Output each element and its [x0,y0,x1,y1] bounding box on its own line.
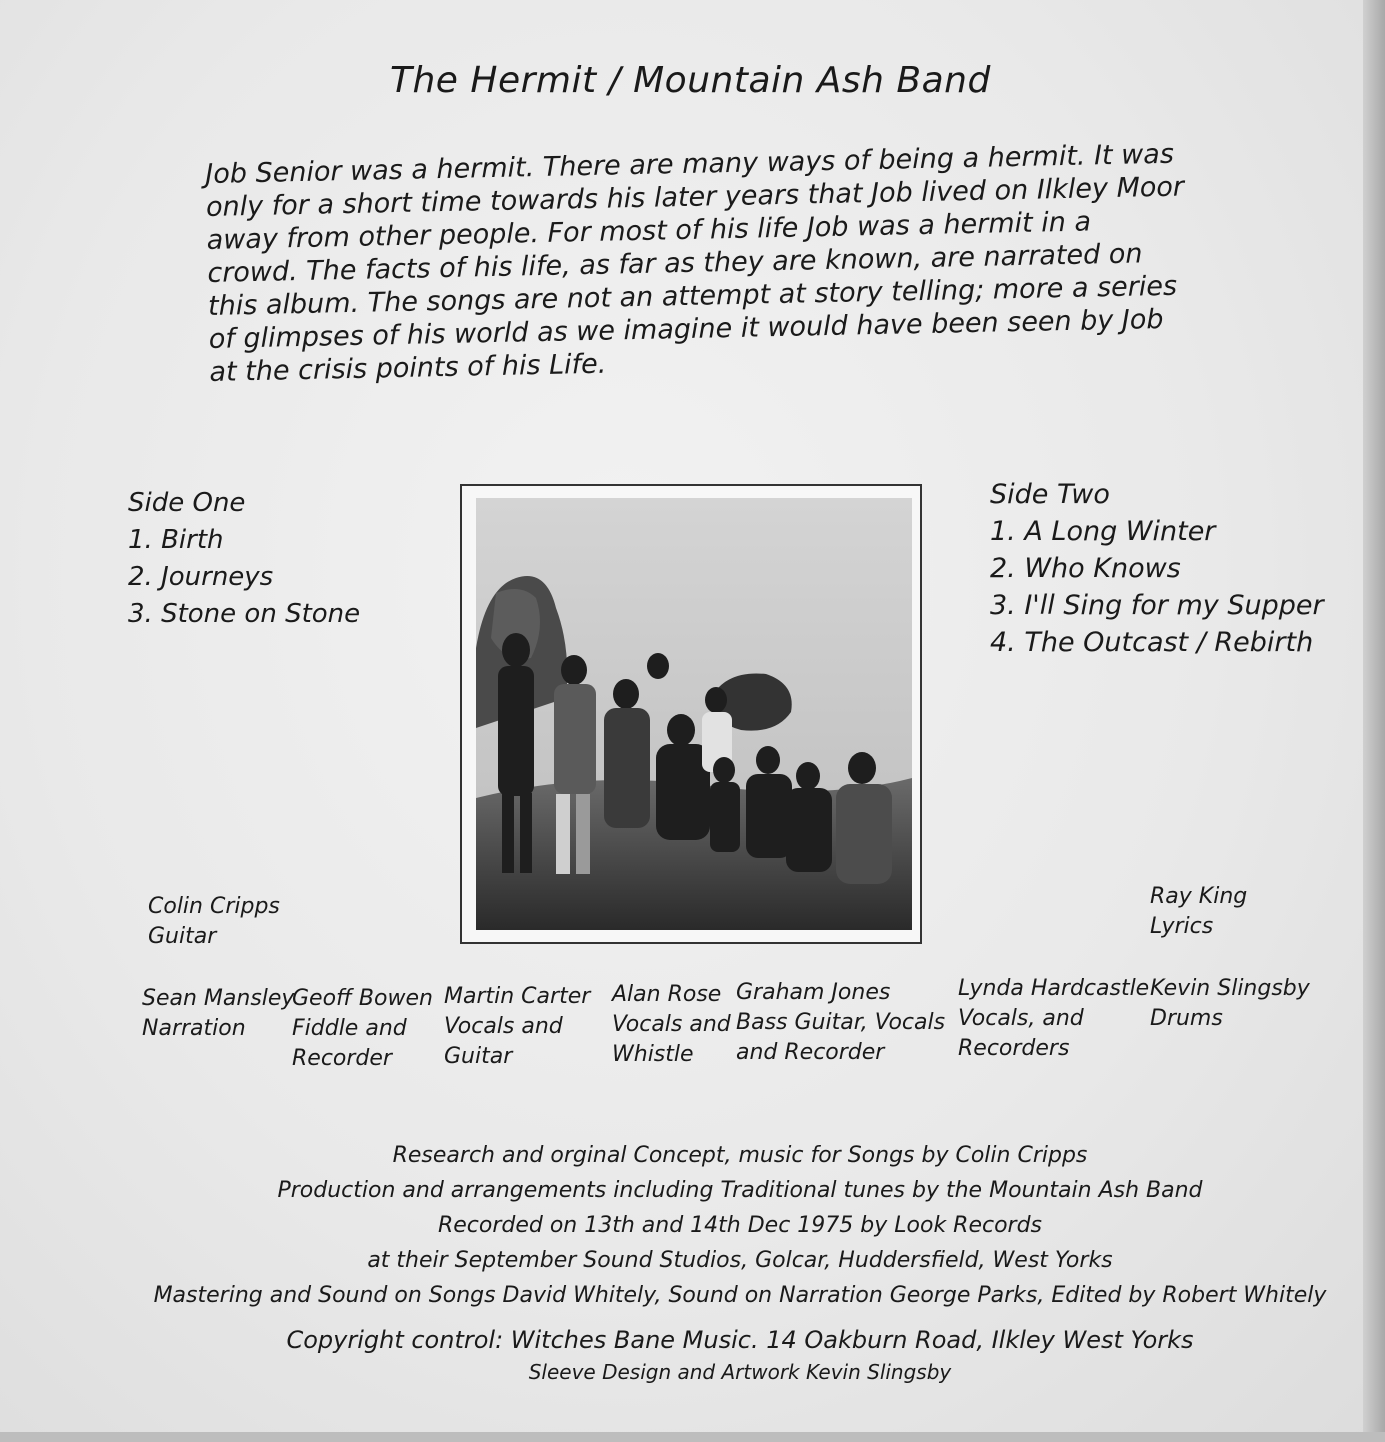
production-credits [150,1138,1330,1386]
track-item: 1. Birth [128,525,224,555]
credit-role: Guitar [148,924,217,949]
credit-role: Fiddle and [292,1016,407,1041]
footer-line: Mastering and Sound on Songs David Whitely, Sound on Narration George Parks, Edited by Robert Whitely [153,1283,1327,1308]
credit-name: Graham Jones [736,980,891,1005]
band-photo [476,498,912,930]
credit-role: Vocals and [612,1012,731,1037]
credit-name: Lynda Hardcastle [958,976,1150,1001]
credit-role: Lyrics [1150,914,1214,939]
credit-geoff-bowen [292,984,433,1074]
credit-name: Kevin Slingsby [1150,976,1310,1001]
credit-colin-cripps [148,892,280,952]
sleeve-edge-shadow [1363,0,1385,1442]
side-one-tracklist [128,485,360,633]
footer-line: Research and orginal Concept, music for Songs by Colin Cripps [392,1143,1088,1168]
credit-sean-mansley [142,984,294,1044]
credit-ray-king [1150,882,1247,942]
band-photo-illustration [476,498,912,930]
credit-role: Whistle [612,1042,694,1067]
credit-role: Guitar [444,1044,513,1069]
credit-name: Sean Mansley [142,986,295,1011]
credit-role: Bass Guitar, Vocals [736,1010,946,1035]
credit-name: Martin Carter [444,984,591,1009]
credit-kevin-slingsby [1150,974,1310,1034]
footer-line: Production and arrangements including Traditional tunes by the Mountain Ash Band [277,1178,1203,1203]
footer-line: at their September Sound Studios, Golcar, Huddersfield, West Yorks [367,1248,1113,1273]
track-item: 2. Who Knows [990,553,1181,584]
sleeve-design-credit: Sleeve Design and Artwork Kevin Slingsby [528,1360,952,1384]
credit-role: Drums [1150,1006,1223,1031]
track-item: 3. Stone on Stone [128,599,361,629]
credit-name: Colin Cripps [148,894,280,919]
credit-role: Vocals, and [958,1006,1084,1031]
credit-role: Recorders [958,1036,1070,1061]
track-item: 2. Journeys [128,562,274,592]
credit-role: and Recorder [736,1040,885,1065]
credit-role: Narration [142,1016,246,1041]
credit-name: Alan Rose [612,982,722,1007]
credit-name: Ray King [1150,884,1248,909]
copyright-notice: Copyright control: Witches Bane Music. 14 Oakburn Road, Ilkley West Yorks [286,1326,1194,1354]
album-title: The Hermit / Mountain Ash Band [390,60,991,101]
side-two-heading: Side Two [990,479,1110,510]
credit-lynda-hardcastle [958,974,1149,1064]
credit-role: Vocals and [444,1014,563,1039]
side-one-heading: Side One [128,488,246,518]
intro-paragraph: Job Senior was a hermit. There are many ways of being a hermit. It was only for a short time towards his later years that Job lived on Ilkley Moor away from other people. For most of his life Job was a hermit in a crowd. The facts of his life, as far as they are known, are narrated on this album. The songs are not an attempt at story telling; more a series of glimpses of his world as we imagine it would have been seen by Job at the crisis points of his Life. [205,138,1185,388]
credit-role: Recorder [292,1046,392,1071]
credit-alan-rose [612,980,731,1070]
track-item: 4. The Outcast / Rebirth [990,627,1314,658]
footer-line: Recorded on 13th and 14th Dec 1975 by Look Records [437,1213,1043,1238]
track-item: 1. A Long Winter [990,516,1216,547]
credit-name: Geoff Bowen [292,986,433,1011]
side-two-tracklist [990,476,1324,661]
sleeve-bottom-edge [0,1432,1385,1442]
credit-martin-carter [444,982,590,1072]
track-item: 3. I'll Sing for my Supper [990,590,1324,621]
credit-graham-jones [736,978,945,1068]
